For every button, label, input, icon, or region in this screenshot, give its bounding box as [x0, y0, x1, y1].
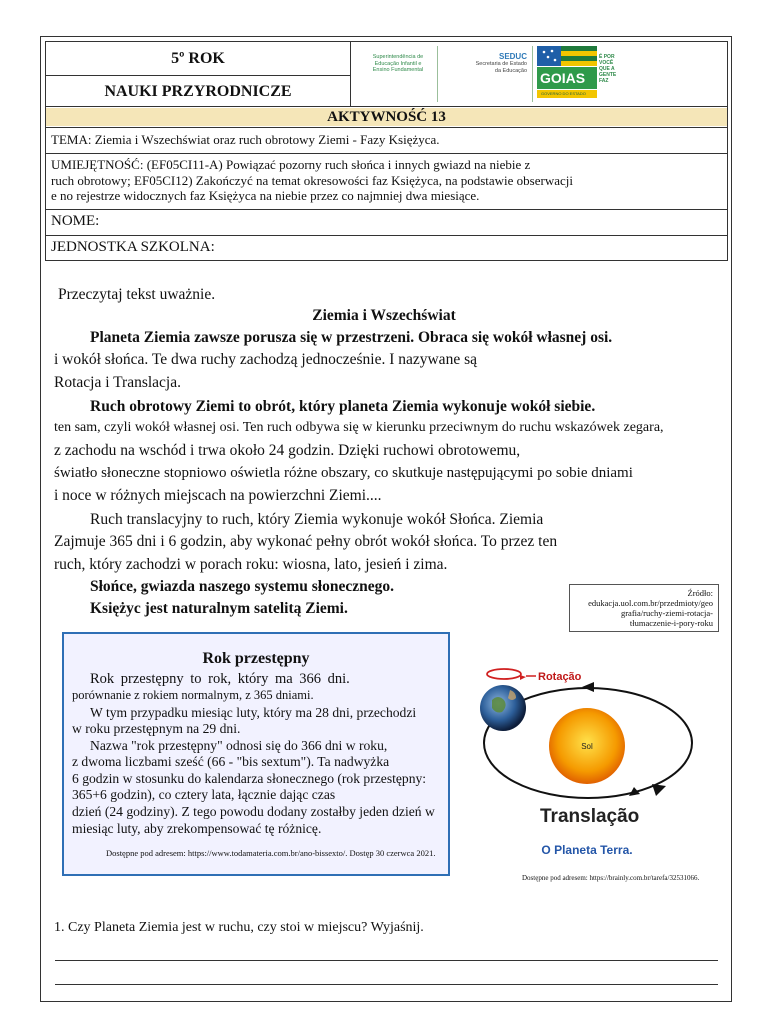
article-line: i noce w różnych miejscach na powierzchni Ziemi.... [54, 487, 382, 504]
diagram-source: Dostępne pod adresem: https://brainly.com.br/tarefa/32531066. [522, 874, 700, 882]
sun-label: Sol [581, 742, 593, 751]
translation-label: Translação [540, 806, 640, 827]
umiejetnosc-text: UMIEJĘTNOŚĆ: (EF05CI11-A) Powiązać pozorny ruch słońca i innych gwiazd na niebie z ruch obrotowy; EF05CI12) Zakończyć na temat okresowości faz Księżyca, na podstawie obserwacji e no rejestrze widocznych faz Księżyca na niebie przez co najmniej dwa miesiące. [51, 157, 573, 203]
article-line: Rotacja i Translacja. [54, 374, 181, 391]
question-text: 1. Czy Planeta Ziemia jest w ruchu, czy stoi w miejscu? Wyjaśnij. [54, 920, 424, 935]
seduc-logo: SEDUC Secretaria de Estado da Educação [475, 52, 527, 74]
answer-line[interactable] [55, 960, 718, 961]
activity-title: AKTYWNOŚĆ 13 [46, 108, 727, 126]
leap-source: Dostępne pod adresem: https://www.todamateria.com.br/ano-bissexto/. Dostęp 30 czerwca 2021. [106, 848, 436, 858]
divider [46, 127, 727, 128]
logo-area [350, 42, 728, 106]
intro-text: Przeczytaj tekst uważnie. [58, 286, 216, 303]
divider [46, 153, 727, 154]
source-box: Źródło: edukacja.uol.com.br/przedmioty/geo grafia/ruchy-ziemi-rotacja- tłumaczenie-i-pory-roku [569, 584, 719, 632]
goias-tagline: É POR VOCÊ QUE A GENTE FAZ [599, 54, 617, 84]
logo-divider [532, 46, 533, 102]
leap-line: 365+6 godzin), co cztery lata, łącznie dając czas [72, 787, 336, 802]
leap-line: Nazwa "rok przestępny" odnosi się do 366 dni w roku, [90, 738, 388, 753]
article-line: z zachodu na wschód i trwa około 24 godzin. Dzięki ruchowi obrotowemu, [54, 442, 521, 459]
article-line: światło słoneczne stopniowo oświetla różne obszary, co skutkuje następującymi po sobie dniami [54, 465, 633, 481]
superintendencia-logo: Superintendência de Educação Infantil e Ensino Fundamental [372, 54, 424, 73]
rotation-arrow-icon [487, 669, 521, 679]
orbit-arrow-icon [652, 784, 666, 796]
leap-line: z dwoma liczbami sześć (66 - "bis sextum"). Ta nadwyżka [72, 754, 390, 769]
article-line: ruch, który zachodzi w porach roku: wiosna, lato, jesień i zima. [54, 556, 448, 573]
jednostka-field[interactable]: JEDNOSTKA SZKOLNA: [51, 239, 215, 255]
article-line: Ruch obrotowy Ziemi to obrót, który planeta Ziemia wykonuje wokół siebie. [90, 398, 596, 415]
goias-logo: GOIAS GOVERNO DO ESTADO [537, 46, 597, 102]
subject-label: NAUKI PRZYRODNICZE [104, 83, 292, 100]
answer-line[interactable] [55, 984, 718, 985]
leap-line: 6 godzin w stosunku do kalendarza słonecznego (rok przestępny: [72, 771, 427, 786]
article-line: Zajmuje 365 dni i 6 godzin, aby wykonać pełny obrót wokół słońca. To przez ten [54, 533, 558, 550]
orbit-arrow-icon [582, 682, 594, 692]
leap-line: porównanie z rokiem normalnym, z 365 dniami. [72, 688, 314, 702]
divider [46, 106, 727, 107]
header-table [45, 41, 728, 261]
article-line: ten sam, czyli wokół własnej osi. Ten ruch odbywa się w kierunku przeciwnym do ruchu wskazówek zegara, [54, 420, 664, 435]
leap-year-title: Rok przestępny [202, 650, 310, 667]
rotation-label: Rotação [538, 671, 582, 683]
article-line: Księżyc jest naturalnym satelitą Ziemi. [90, 600, 348, 617]
article-line: Słońce, gwiazda naszego systemu słonecznego. [90, 578, 394, 595]
leap-line: W tym przypadku miesiąc luty, który ma 28 dni, przechodzi [90, 705, 417, 720]
article-line: i wokół słońca. Te dwa ruchy zachodzą jednocześnie. I nazywane są [54, 351, 477, 368]
article-line: Planeta Ziemia zawsze porusza się w przestrzeni. Obraca się wokół własnej osi. [90, 329, 613, 346]
tema-text: TEMA: Ziemia i Wszechświat oraz ruch obrotowy Ziemi - Fazy Księżyca. [51, 132, 440, 147]
nome-field[interactable]: NOME: [51, 213, 100, 229]
leap-line: Rok przestępny to rok, który ma 366 dni. [90, 671, 350, 687]
leap-line: miesiąc luty, aby zrekompensować tę różnicę. [72, 821, 322, 836]
divider [46, 75, 350, 76]
leap-year-box [62, 632, 450, 876]
article-line: Ruch translacyjny to ruch, który Ziemia wykonuje wokół Słońca. Ziemia [90, 511, 544, 528]
divider [46, 235, 727, 236]
leap-line: dzień (24 godziny). Z tego powodu dodany zostałby jeden dzień w [72, 804, 435, 819]
grade-label: 5º ROK [171, 50, 225, 67]
divider [46, 209, 727, 210]
diagram-caption: O Planeta Terra. [541, 843, 633, 857]
earth-orbit-diagram [470, 660, 710, 860]
leap-line: w roku przestępnym na 29 dni. [72, 721, 241, 736]
article-title: Ziemia i Wszechświat [312, 307, 456, 324]
logo-divider [437, 46, 438, 102]
